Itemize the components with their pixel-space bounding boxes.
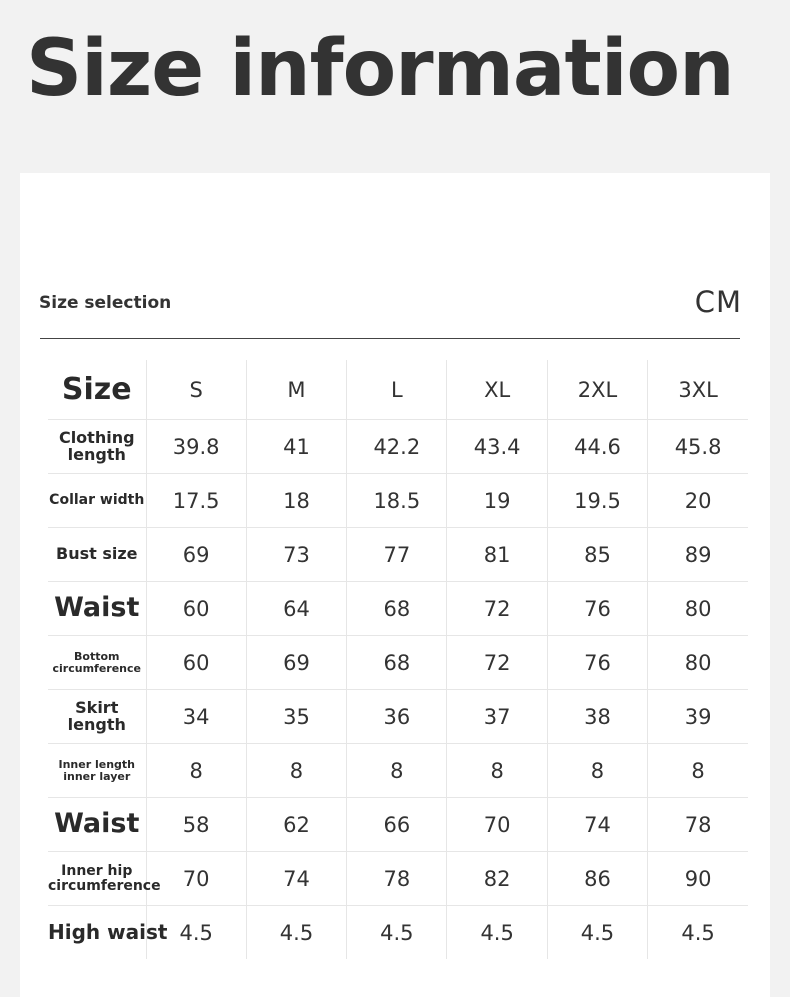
- table-cell: 4.5: [146, 906, 246, 960]
- table-row: [48, 474, 748, 528]
- table-cell: 74: [547, 798, 647, 852]
- table-cell: 18.5: [347, 474, 447, 528]
- table-row: [48, 690, 748, 744]
- table-cell: 58: [146, 798, 246, 852]
- table-cell: 8: [648, 744, 748, 798]
- table-cell: 36: [347, 690, 447, 744]
- table-cell: 85: [547, 528, 647, 582]
- table-cell: 39: [648, 690, 748, 744]
- table-cell: 78: [347, 852, 447, 906]
- table-cell: 62: [246, 798, 346, 852]
- table-cell: 82: [447, 852, 547, 906]
- row-label: Inner length inner layer: [48, 744, 146, 798]
- table-cell: 42.2: [347, 420, 447, 474]
- table-cell: 20: [648, 474, 748, 528]
- table-cell: 80: [648, 582, 748, 636]
- size-chart-card: [20, 173, 770, 997]
- table-cell: 72: [447, 582, 547, 636]
- unit-label: CM: [694, 285, 742, 319]
- row-label: Clothing length: [48, 420, 146, 474]
- table-cell: 39.8: [146, 420, 246, 474]
- table-cell: 19: [447, 474, 547, 528]
- row-label: Inner hip circumference: [48, 852, 146, 906]
- size-header-cell: 3XL: [648, 360, 748, 420]
- table-cell: 81: [447, 528, 547, 582]
- row-label: Waist: [48, 582, 146, 636]
- table-cell: 37: [447, 690, 547, 744]
- table-cell: 4.5: [648, 906, 748, 960]
- table-cell: 64: [246, 582, 346, 636]
- table-cell: 73: [246, 528, 346, 582]
- table-row: [48, 906, 748, 960]
- table-cell: 69: [146, 528, 246, 582]
- size-header-label: Size: [48, 360, 146, 420]
- row-label: High waist: [48, 920, 168, 944]
- table-cell: 66: [347, 798, 447, 852]
- table-cell: 41: [246, 420, 346, 474]
- table-cell: 60: [146, 582, 246, 636]
- table-row: [48, 528, 748, 582]
- table-cell: 45.8: [648, 420, 748, 474]
- table-row: [48, 798, 748, 852]
- size-selection-label: Size selection: [39, 293, 172, 313]
- table-cell: 8: [246, 744, 346, 798]
- size-header-cell: XL: [447, 360, 547, 420]
- row-label: Waist: [48, 798, 146, 852]
- table-cell: 34: [146, 690, 246, 744]
- table-cell: 43.4: [447, 420, 547, 474]
- table-cell: 70: [447, 798, 547, 852]
- table-row: [48, 420, 748, 474]
- table-cell: 4.5: [347, 906, 447, 960]
- size-header-cell: 2XL: [547, 360, 647, 420]
- table-cell: 60: [146, 636, 246, 690]
- table-cell: 4.5: [246, 906, 346, 960]
- table-cell: 8: [447, 744, 547, 798]
- table-row: [48, 582, 748, 636]
- table-cell: 70: [146, 852, 246, 906]
- table-header-row: [48, 360, 748, 420]
- table-cell: 44.6: [547, 420, 647, 474]
- table-cell: 4.5: [547, 906, 647, 960]
- divider: [40, 338, 740, 339]
- row-label: Skirt length: [48, 690, 146, 744]
- table-cell: 8: [146, 744, 246, 798]
- table-cell: 78: [648, 798, 748, 852]
- page-title: Size information: [26, 24, 734, 114]
- row-label: Bust size: [48, 528, 146, 582]
- table-cell: 17.5: [146, 474, 246, 528]
- table-cell: 8: [347, 744, 447, 798]
- row-label: Collar width: [48, 474, 146, 528]
- table-cell: 35: [246, 690, 346, 744]
- table-cell: 80: [648, 636, 748, 690]
- size-table: [48, 360, 748, 959]
- table-cell: 68: [347, 582, 447, 636]
- table-cell: 77: [347, 528, 447, 582]
- row-label: Bottom circumference: [48, 636, 146, 690]
- size-header-cell: M: [246, 360, 346, 420]
- table-cell: 76: [547, 636, 647, 690]
- table-cell: 90: [648, 852, 748, 906]
- table-cell: 89: [648, 528, 748, 582]
- table-cell: 8: [547, 744, 647, 798]
- table-cell: 74: [246, 852, 346, 906]
- table-cell: 19.5: [547, 474, 647, 528]
- table-row: [48, 636, 748, 690]
- size-header-cell: S: [146, 360, 246, 420]
- table-cell: 38: [547, 690, 647, 744]
- table-cell: 68: [347, 636, 447, 690]
- table-cell: 69: [246, 636, 346, 690]
- table-cell: 76: [547, 582, 647, 636]
- table-cell: 18: [246, 474, 346, 528]
- table-cell: 72: [447, 636, 547, 690]
- table-cell: 4.5: [447, 906, 547, 960]
- table-row: [48, 852, 748, 906]
- size-header-cell: L: [347, 360, 447, 420]
- table-cell: 86: [547, 852, 647, 906]
- table-row: [48, 744, 748, 798]
